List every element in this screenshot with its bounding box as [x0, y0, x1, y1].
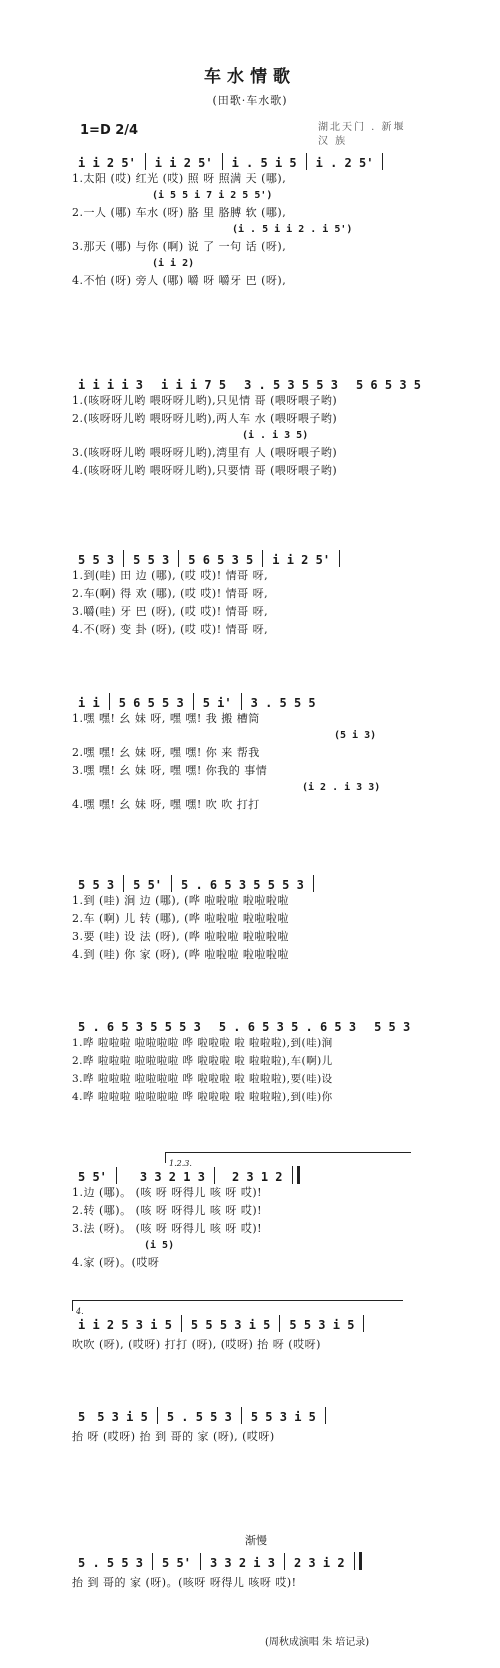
- lyric-line: 1.到 (哇) 涧 边 (哪), (哗 啦啦啦 啦啦啦啦: [72, 894, 289, 907]
- measure: 5 5': [162, 1556, 191, 1570]
- lyric-line: 2.嘿 嘿! 幺 妹 呀, 嘿 嘿! 你 来 帮我: [72, 746, 260, 759]
- system-1: [72, 148, 412, 290]
- measure: 3 3 2 i 3: [209, 1556, 275, 1570]
- system-2: [72, 370, 422, 480]
- source-credit: (周秋成演唱 朱 培记录): [265, 1637, 370, 1648]
- measure: 5 5 3: [78, 553, 115, 567]
- measure: 5 5 3 i 5: [289, 1318, 355, 1332]
- lyric-line: 2.车(啊) 得 欢 (哪), (哎 哎)! 情哥 呀,: [72, 587, 269, 600]
- lyric-line: 4.哗 啦啦啦 啦啦啦啦 哗 啦啦啦 啦 啦啦啦),到(哇)你: [72, 1091, 333, 1103]
- system-7: [72, 1162, 412, 1272]
- measure: i i 2 5': [78, 156, 136, 170]
- measure: 5 5 3: [78, 878, 115, 892]
- measure: i . 5 i 5: [231, 156, 297, 170]
- lyric-line: 3.嘿 嘿! 幺 妹 呀, 嘿 嘿! 你我的 事情: [72, 764, 268, 777]
- measure: i . 2 5': [315, 156, 374, 170]
- lyric-line: 1.哗 啦啦啦 啦啦啦啦 哗 啦啦啦 啦 啦啦啦),到(哇)涧: [72, 1037, 333, 1049]
- lyric-line: 3.要 (哇) 设 法 (呀), (哗 啦啦啦 啦啦啦啦: [72, 930, 289, 943]
- alt-notation: (i 2 . i 3 3): [302, 782, 381, 793]
- notation-row: [72, 1012, 417, 1034]
- measure: i i 2 5 3 i 5: [78, 1318, 172, 1332]
- measure: i i: [78, 696, 100, 710]
- measure: i i 2 5': [154, 156, 213, 170]
- system-8: [72, 1310, 412, 1358]
- ethnicity-credit: 汉 族: [318, 136, 348, 147]
- measure: 5 5 3 i 5: [250, 1410, 316, 1424]
- alt-notation: (i . i 3 5): [242, 430, 309, 441]
- alt-notation: (i 5): [144, 1240, 175, 1251]
- system-9: [72, 1402, 412, 1450]
- measure: 3 . 5 5 5: [250, 696, 316, 710]
- measure: 5 . 6 5 3 5 5 5 3: [78, 1020, 201, 1034]
- notation-row: [72, 1310, 412, 1332]
- lyric-line: 4.不怕 (呀) 旁人 (哪) 嚼 呀 嚼牙 巴 (呀),: [72, 274, 287, 287]
- lyric-line: 2.哗 啦啦啦 啦啦啦啦 哗 啦啦啦 啦 啦啦啦),车(啊)儿: [72, 1055, 333, 1067]
- measure: 3 3 2 1 3: [139, 1170, 205, 1184]
- measure: 5 6 5 3 5: [188, 553, 254, 567]
- measure: 2 3 i 2: [293, 1556, 345, 1570]
- measure: 5 5 5 3 i 5: [190, 1318, 271, 1332]
- measure: i i i i 3: [78, 378, 144, 392]
- lyric-line: 1.太阳 (哎) 红光 (哎) 照 呀 照满 天 (哪),: [72, 172, 287, 185]
- key-signature: 1=D 2/4: [80, 123, 139, 138]
- notation-row: [72, 688, 412, 710]
- system-4: [72, 688, 412, 814]
- notation-row: [72, 1402, 412, 1424]
- lyric-line: 1.(咳呀呀儿哟 喂呀呀儿哟),只见情 哥 (喂呀喂子哟): [72, 394, 338, 407]
- lyric-line: 4.不(呀) 变 卦 (呀), (哎 哎)! 情哥 呀,: [72, 623, 269, 636]
- lyric-line: 4.嘿 嘿! 幺 妹 呀, 嘿 嘿! 吹 吹 打打: [72, 798, 260, 811]
- measure: 5 . 6 5 3 5 . 6 5 3: [218, 1020, 357, 1034]
- origin-credit: 湖北天门 . 新堰: [318, 122, 406, 133]
- lyric-line: 3.哗 啦啦啦 啦啦啦啦 哗 啦啦啦 啦 啦啦啦),要(哇)设: [72, 1073, 333, 1085]
- system-10: [72, 1548, 412, 1596]
- measure: 3 . 5 3 5 5 3: [244, 378, 338, 392]
- system-3: [72, 545, 412, 639]
- tempo-mark: 渐慢: [245, 1534, 267, 1547]
- song-title: 车水情歌: [204, 67, 296, 87]
- lyric-line: 2.(咳呀呀儿哟 喂呀呀儿哟),两人车 水 (喂呀喂子哟): [72, 412, 338, 425]
- alt-notation: (i i 2): [152, 258, 195, 269]
- lyric-line: 2.车 (啊) 儿 转 (哪), (哗 啦啦啦 啦啦啦啦: [72, 912, 289, 925]
- alt-notation: (i 5 5 i 7 i 2 5 5'): [152, 190, 273, 201]
- lyric-line: 抬 呀 (哎呀) 抬 到 哥的 家 (呀), (哎呀): [72, 1430, 275, 1443]
- lyric-line: 4.到 (哇) 你 家 (呀), (哗 啦啦啦 啦啦啦啦: [72, 948, 289, 961]
- measure: 5 6 5 3 5: [355, 378, 422, 392]
- alt-notation: (i . 5 i i 2 . i 5'): [232, 224, 353, 235]
- measure: 5 5': [78, 1170, 107, 1184]
- measure: 5: [78, 1410, 86, 1424]
- measure: 5 6 5 5 3: [118, 696, 184, 710]
- measure: i i 2 5': [272, 553, 331, 567]
- measure: 5 . 6 5 3 5 5 5 3: [181, 878, 304, 892]
- notation-row: [72, 148, 412, 170]
- measure: 5 5 3: [133, 553, 170, 567]
- measure: 5 . 5 5 3: [166, 1410, 232, 1424]
- lyric-line: 4.家 (呀)。(哎呀: [72, 1256, 160, 1269]
- lyric-line: 1.边 (哪)。 (咳 呀 呀得儿 咳 呀 哎)!: [72, 1186, 263, 1199]
- lyric-line: 4.(咳呀呀儿哟 喂呀呀儿哟),只要情 哥 (喂呀喂子哟): [72, 464, 338, 477]
- measure: 5 i': [202, 696, 232, 710]
- lyric-line: 3.嚼(哇) 牙 巴 (呀), (哎 哎)! 情哥 呀,: [72, 605, 269, 618]
- notation-row: [72, 870, 412, 892]
- notation-row: [72, 370, 422, 392]
- lyric-line: 3.法 (呀)。 (咳 呀 呀得儿 咳 呀 哎)!: [72, 1222, 263, 1235]
- measure: 5 3 i 5: [97, 1410, 148, 1424]
- lyric-line: 抬 到 哥的 家 (呀)。(咳呀 呀得儿 咳呀 哎)!: [72, 1576, 297, 1589]
- system-6: [72, 1012, 417, 1106]
- lyric-line: 吹吹 (呀), (哎呀) 打打 (呀), (哎呀) 抬 呀 (哎呀): [72, 1338, 321, 1351]
- lyric-line: 1.嘿 嘿! 幺 妹 呀, 嘿 嘿! 我 搬 槽筒: [72, 712, 260, 725]
- measure: i i i 7 5: [161, 378, 227, 392]
- system-5: [72, 870, 412, 964]
- notation-row: [72, 545, 412, 567]
- measure: 5 5 3: [374, 1020, 411, 1034]
- lyric-line: 3.(咳呀呀儿哟 喂呀呀儿哟),湾里有 人 (喂呀喂子哟): [72, 446, 338, 459]
- volta-label: 4.: [76, 1307, 84, 1316]
- notation-row: [72, 1548, 412, 1570]
- volta-label: 1.2.3.: [169, 1159, 192, 1168]
- lyric-line: 1.到(哇) 田 边 (哪), (哎 哎)! 情哥 呀,: [72, 569, 269, 582]
- measure: 5 . 5 5 3: [78, 1556, 144, 1570]
- measure: 5 5': [133, 878, 163, 892]
- measure: 2 3 1 2: [231, 1170, 283, 1184]
- alt-notation: (5 i 3): [334, 730, 377, 741]
- lyric-line: 2.一人 (哪) 车水 (呀) 胳 里 胳膊 软 (哪),: [72, 206, 287, 219]
- song-subtitle: (田歌·车水歌): [212, 94, 288, 107]
- lyric-line: 2.转 (哪)。 (咳 呀 呀得儿 咳 呀 哎)!: [72, 1204, 263, 1217]
- notation-row: [72, 1162, 412, 1184]
- lyric-line: 3.那天 (哪) 与你 (啊) 说 了 一句 话 (呀),: [72, 240, 287, 253]
